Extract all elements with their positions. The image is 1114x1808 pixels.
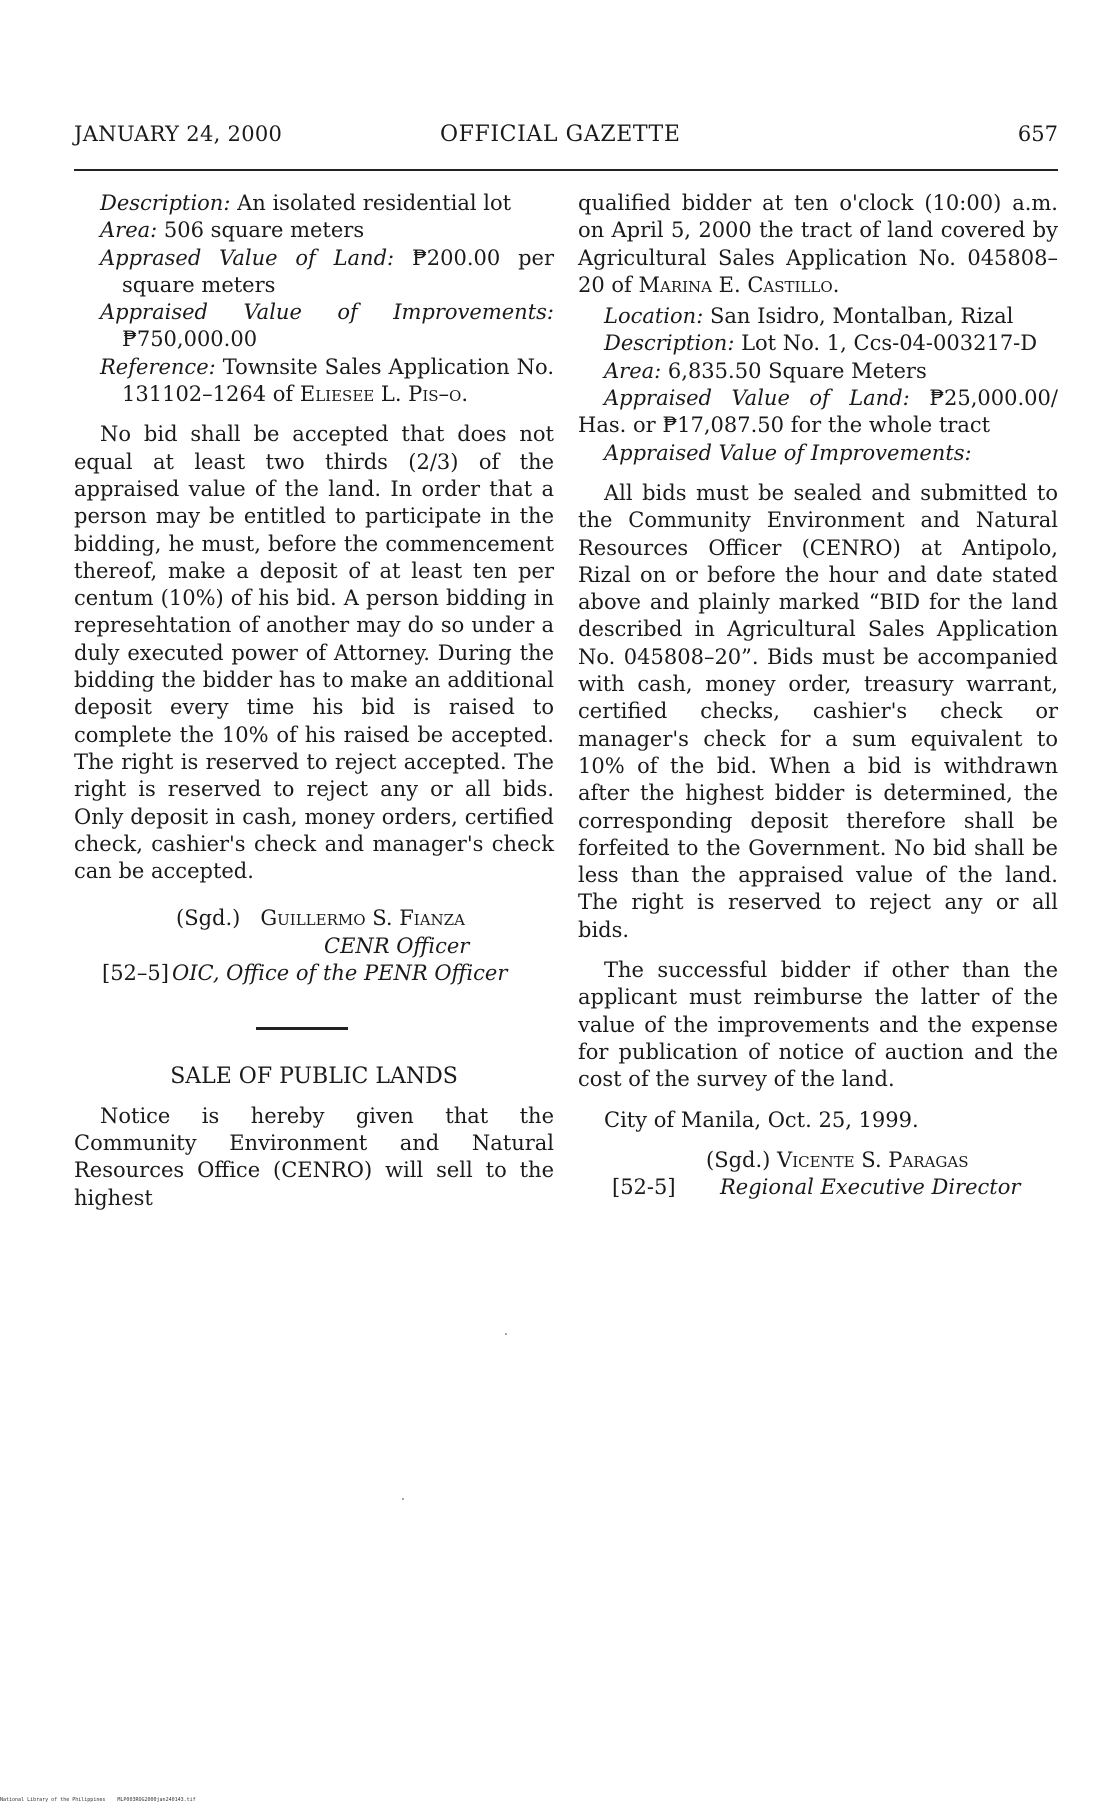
signature-role-line: [52–5] OIC, Office of the PENR Officer <box>102 961 508 986</box>
header-rule <box>74 169 1058 171</box>
right-column <box>578 190 1058 1201</box>
field-area: Area: 6,835.50 Square Meters <box>604 358 927 383</box>
signature-title: CENR Officer <box>324 933 470 958</box>
auction-intro-paragraph: qualified bidder at ten o'clock (10:00) a.m. on April 5, 2000 the tract of land covered by Agricultural Sales Application No. 045808–20 of Marina E. Castillo. <box>578 191 1058 297</box>
field-location: Location: San Isidro, Montalban, Rizal <box>604 304 1014 329</box>
signature-line: (Sgd.) Vicente S. Paragas <box>706 1147 969 1172</box>
signature-line: (Sgd.) Guillermo S. Fianza <box>176 906 465 931</box>
reimbursement-paragraph: The successful bidder if other than the applicant must reimburse the latter of the value of the improvements and the expense for publication of notice of auction and the cost of the survey of the land. <box>578 958 1058 1092</box>
field-appraised-land: Appraised Value of Land: ₱25,000.00/ Has. or ₱17,087.50 for the whole tract <box>578 386 1058 438</box>
bid-conditions-paragraph: No bid shall be accepted that does not equal at least two thirds (2/3) of the appraised value of the land. In order that a person may be entitled to participate in the bidding, he must, before the commencement thereof, make a deposit of at least ten per centum (10%) of his bid. A person bidding in represehtation of another may do so under a duly executed power of Attorney. During the bidding the bidder has to make an additional deposit every time his bid is raised to complete the 10% of his raised be accepted. The right is reserved to reject accepted. The right is reserved to reject any or all bids. Only deposit in cash, money orders, certified check, cashier's check and manager's check can be accepted. <box>74 422 554 884</box>
field-appraised-improvements: Appraised Value of Improvements: <box>604 440 972 465</box>
publication-title: OFFICIAL GAZETTE <box>440 122 681 147</box>
scan-speck <box>402 1498 404 1500</box>
scan-speck <box>505 1333 507 1335</box>
field-description: Description: Lot No. 1, Ccs-04-003217-D <box>604 331 1038 356</box>
issue-date: JANUARY 24, 2000 <box>74 122 283 146</box>
scan-footer: National Library of the Philippines MLP003ROG2000jan240143.tif <box>0 1797 196 1803</box>
field-appraised-land: Apprased Value of Land: ₱200.00 per square meters <box>100 245 554 297</box>
place-date: City of Manila, Oct. 25, 1999. <box>604 1107 919 1132</box>
field-reference: Reference: Townsite Sales Application No. 131102–1264 of Eliesee L. Pis–o. <box>100 354 554 407</box>
left-column <box>74 190 554 1212</box>
field-description: Description: An isolated residential lot <box>100 191 512 215</box>
signature-role-line: [52-5] Regional Executive Director <box>612 1175 1021 1200</box>
field-appraised-improvements: Appraised Value of Improvements: ₱750,000.00 <box>100 300 554 352</box>
page-number: 657 <box>1017 122 1058 146</box>
section-divider <box>256 1027 348 1030</box>
notice-paragraph: Notice is hereby given that the Community Environment and Natural Resources Office (CENRO) will sell to the highest <box>74 1103 554 1210</box>
page-header <box>74 122 1058 152</box>
bid-submission-paragraph: All bids must be sealed and submitted to the Community Environment and Natural Resources Officer (CENRO) at Antipolo, Rizal on or before the hour and date stated above and plainly marked “BID for the land described in Agricultural Sales Application No. 045808–20”. Bids must be accompanied with cash, money order, treasury warrant, certified checks, cashier's check or manager's check for a sum equivalent to 10% of the bid. When a bid is withdrawn after the highest bidder is determined, the corresponding deposit therefore shall be forfeited to the Government. No bid shall be less than the appraised value of the land. The right is reserved to reject any or all bids. <box>578 480 1058 942</box>
section-title: SALE OF PUBLIC LANDS <box>170 1064 458 1090</box>
field-area: Area: 506 square meters <box>100 218 365 243</box>
